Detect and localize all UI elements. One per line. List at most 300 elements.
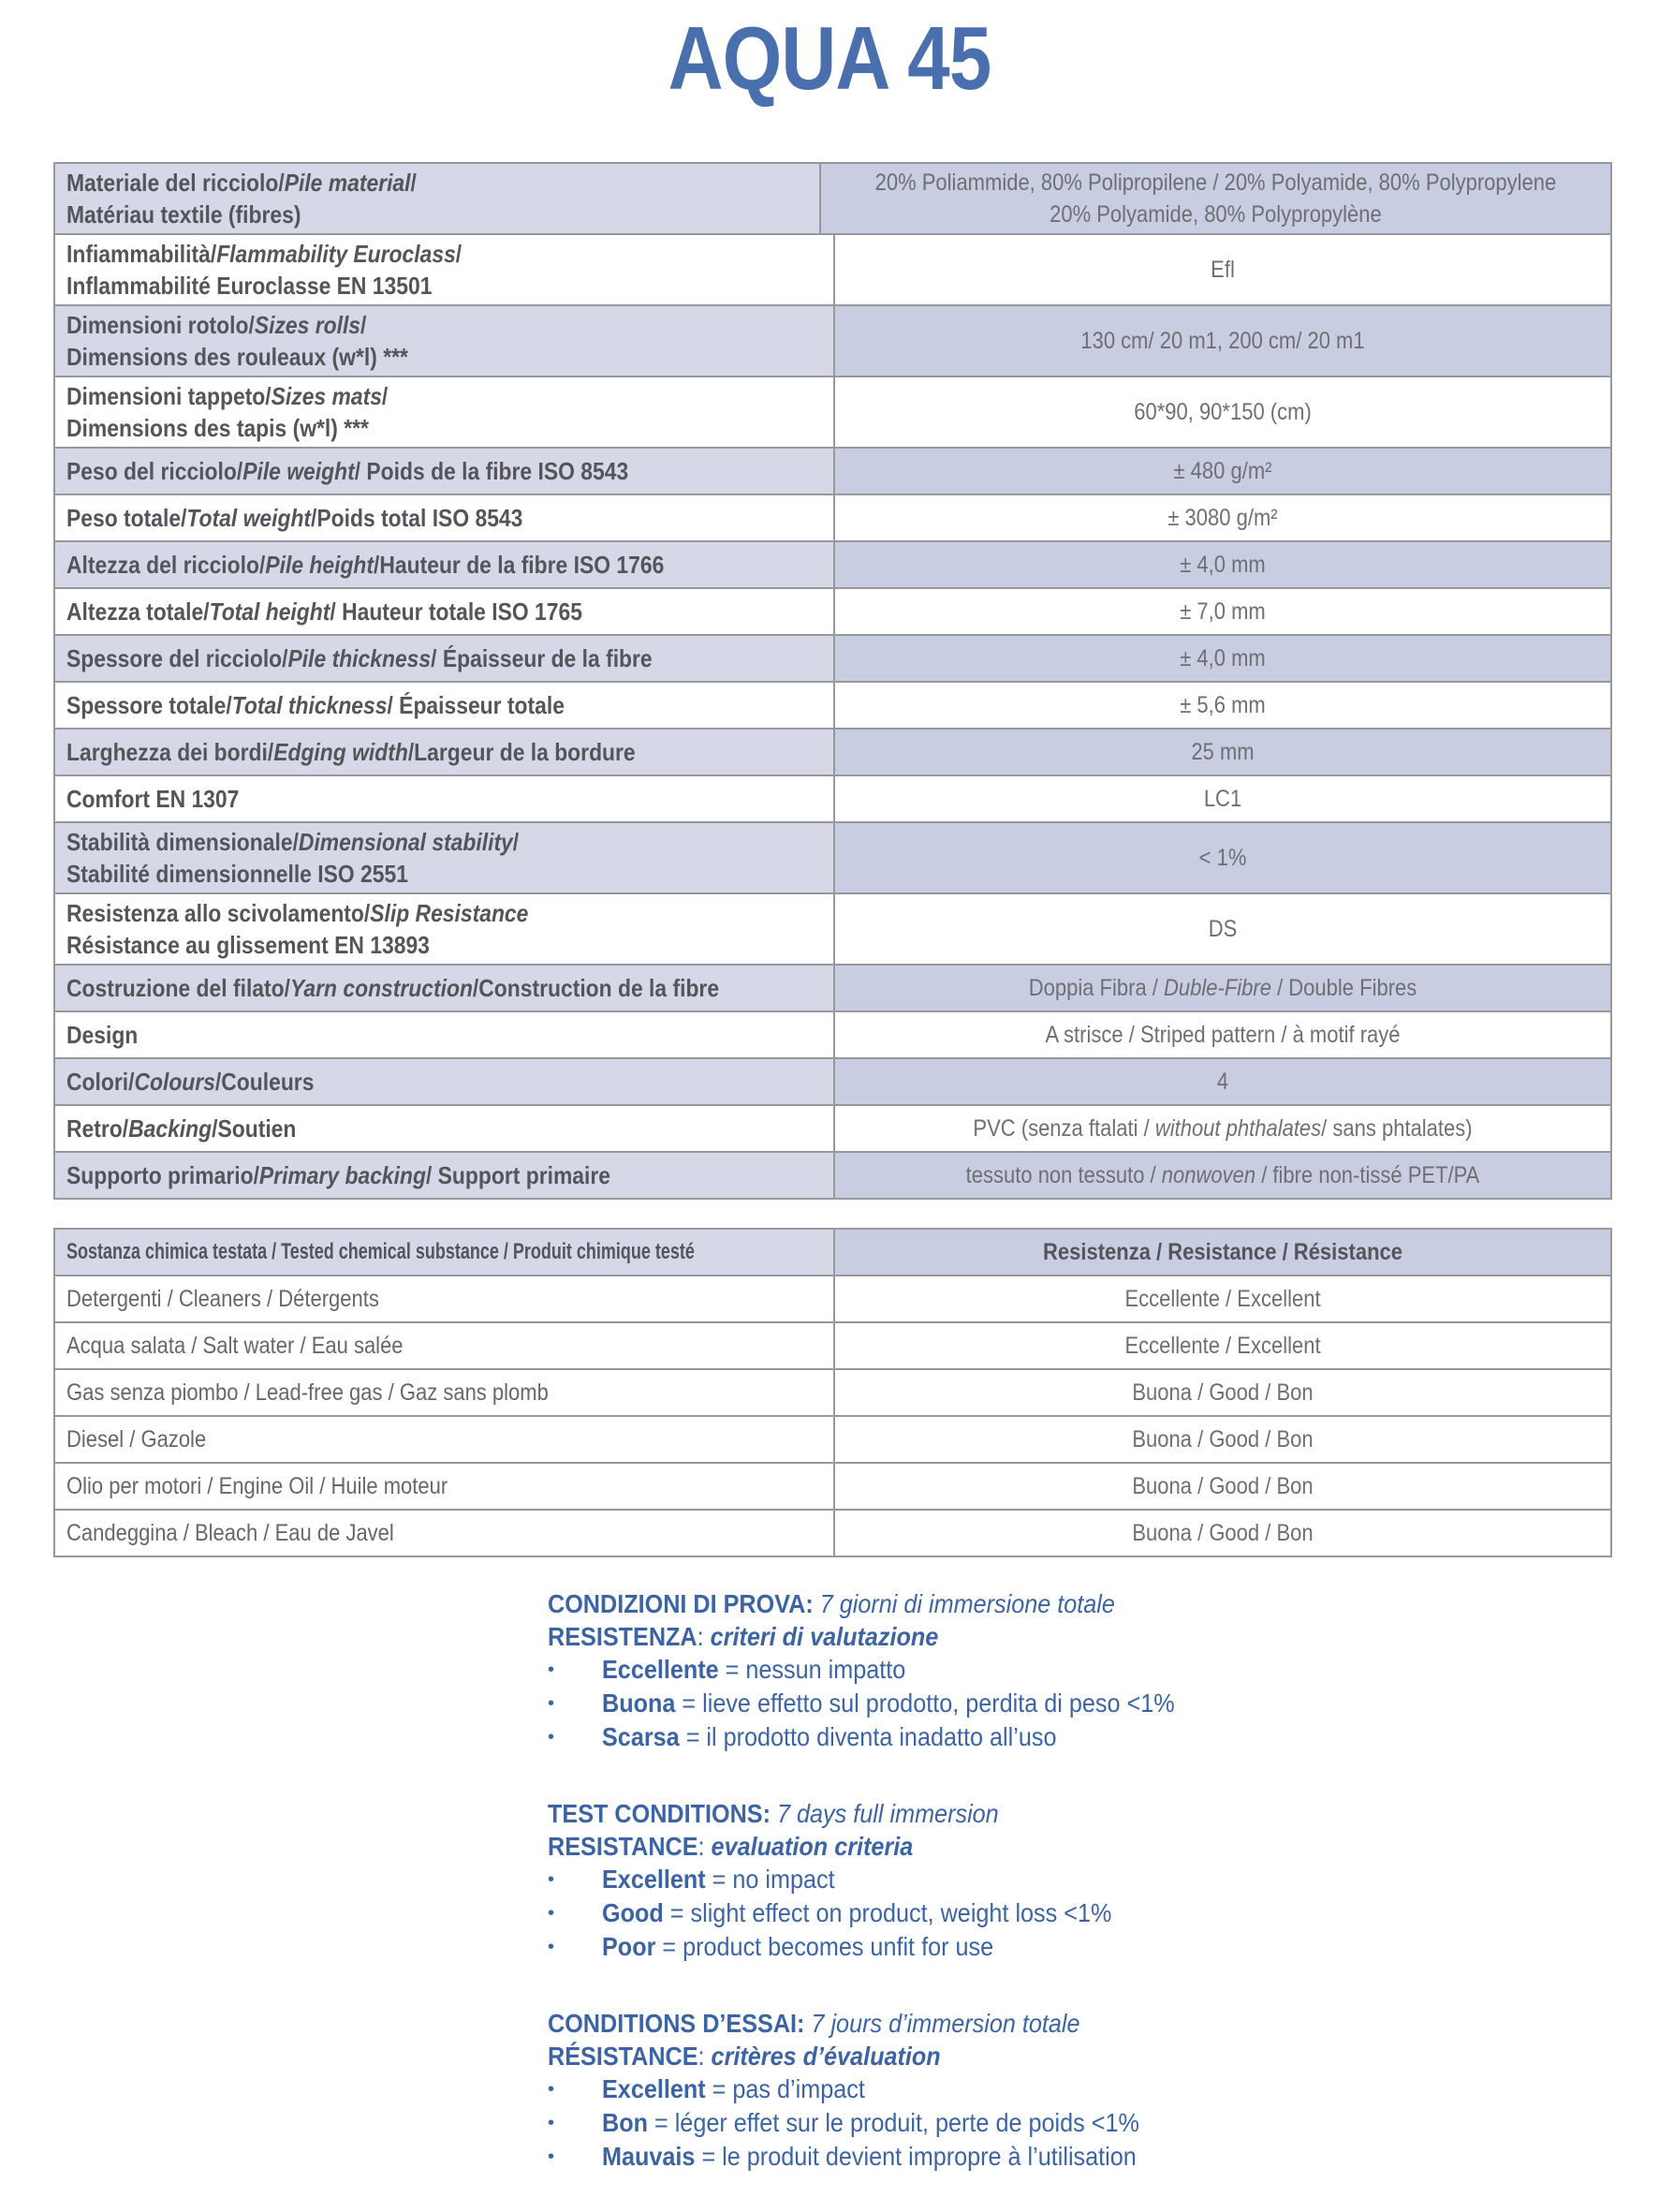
spec-row — [55, 164, 1610, 235]
text-line — [888, 1377, 1558, 1408]
spec-label-cell — [55, 164, 821, 233]
text-segment: Pile thickness — [287, 644, 432, 672]
text-segment: Acqua salata / Salt water / Eau salée — [66, 1333, 404, 1359]
text-segment: Peso totale/ — [66, 504, 187, 532]
text-segment: Resistenza / Resistance / Résistance — [1043, 1239, 1402, 1265]
text-segment: 130 cm/ 20 m1, 200 cm/ 20 m1 — [1080, 328, 1365, 354]
note-heading-line — [548, 2040, 1612, 2072]
spec-value-cell — [835, 377, 1610, 447]
text-line — [888, 1113, 1558, 1144]
text-segment: Larghezza dei bordi/ — [66, 738, 274, 766]
text-segment: Total height — [209, 597, 330, 626]
text-line — [66, 1236, 695, 1268]
note-heading-line — [548, 1620, 1612, 1653]
text-segment: ± 7,0 mm — [1180, 598, 1266, 625]
note-bullet-line — [548, 1687, 1612, 1720]
spec-label-cell — [55, 1153, 835, 1198]
text-segment: evaluation criteria — [711, 1832, 914, 1861]
text-segment: CONDITIONS D’ESSAI: — [548, 2009, 812, 2038]
spec-value-cell — [835, 235, 1610, 304]
text-segment: Poor — [602, 1932, 656, 1961]
chem-label-cell — [55, 1323, 835, 1368]
spec-value-cell — [835, 1059, 1610, 1104]
text-segment: ± 4,0 mm — [1180, 645, 1266, 671]
text-line — [66, 689, 735, 721]
text-segment: Buona — [602, 1688, 676, 1718]
note-block — [548, 1587, 1612, 1754]
spec-row — [55, 894, 1610, 966]
note-text — [602, 1863, 835, 1896]
text-segment: RESISTENZA — [548, 1622, 697, 1651]
text-segment: Duble-Fibre — [1164, 975, 1271, 1001]
chem-row — [55, 1511, 1610, 1557]
text-segment: /Construction de la fibre — [472, 974, 720, 1002]
spec-value-cell — [835, 730, 1610, 774]
spec-row — [55, 1059, 1610, 1106]
spec-value-cell — [835, 894, 1610, 964]
text-segment: / fibre non-tissé PET/PA — [1255, 1162, 1480, 1188]
text-segment: Stabilità dimensionale/ — [66, 828, 299, 856]
text-segment: = lieve effetto sul prodotto, perdita di peso <1% — [675, 1688, 1175, 1718]
text-segment: Excellent — [602, 1865, 706, 1894]
text-segment: Backing — [128, 1114, 213, 1143]
text-line — [888, 1470, 1558, 1502]
text-line — [66, 502, 735, 534]
text-segment: critères d’évaluation — [711, 2042, 941, 2071]
text-segment: Flammability Euroclass — [216, 240, 456, 268]
text-segment: / sans phtalates) — [1321, 1115, 1473, 1142]
text-line — [888, 325, 1558, 357]
text-line — [888, 1159, 1558, 1191]
text-segment: without phthalates — [1154, 1115, 1322, 1142]
text-segment: ± 480 g/m² — [1173, 458, 1272, 484]
spec-value-cell — [835, 449, 1610, 494]
chem-label-cell — [55, 1370, 835, 1415]
text-segment: 60*90, 90*150 (cm) — [1134, 399, 1312, 425]
spec-value-cell — [835, 1153, 1610, 1198]
note-bullet-line — [548, 1653, 1612, 1687]
text-segment: LC1 — [1203, 786, 1242, 812]
text-segment: Sizes rolls — [254, 311, 361, 339]
spec-value-cell — [835, 542, 1610, 587]
note-bullet-line — [548, 2072, 1612, 2106]
spec-row — [55, 823, 1610, 894]
note-text — [602, 1930, 993, 1964]
text-line — [888, 842, 1558, 874]
text-segment: Total weight — [186, 504, 312, 532]
text-line — [66, 199, 723, 230]
chem-value-cell — [835, 1417, 1610, 1462]
spec-label-cell — [55, 495, 835, 540]
text-line — [888, 1330, 1558, 1362]
text-segment: / — [360, 311, 367, 339]
text-segment: = slight effect on product, weight loss <1% — [663, 1898, 1112, 1927]
page-title: AQUA 45 — [668, 8, 991, 109]
text-segment: Slip Resistance — [370, 899, 529, 927]
text-line — [66, 238, 735, 270]
text-line — [888, 549, 1558, 581]
spec-label-cell — [55, 1106, 835, 1151]
text-line — [66, 309, 735, 341]
text-line — [66, 1159, 735, 1191]
spec-table — [53, 162, 1612, 1200]
text-segment: = nessun impatto — [718, 1655, 906, 1684]
text-segment: Dimensions des tapis (w*l) *** — [66, 414, 369, 442]
text-segment: Buona / Good / Bon — [1132, 1426, 1314, 1453]
text-segment: / — [381, 382, 389, 410]
bullet-icon: • — [548, 1659, 555, 1680]
spec-row — [55, 1012, 1610, 1059]
spec-row — [55, 495, 1610, 542]
text-segment: Infiammabilità/ — [66, 240, 217, 268]
spec-row — [55, 730, 1610, 776]
spec-value-cell — [835, 589, 1610, 634]
text-line — [875, 167, 1557, 199]
text-line — [888, 455, 1558, 487]
text-segment: Comfort EN 1307 — [66, 785, 240, 813]
text-line — [66, 412, 735, 444]
text-segment: Scarsa — [602, 1722, 680, 1751]
spec-value-cell — [835, 1106, 1610, 1151]
note-text — [548, 1620, 938, 1653]
text-line — [66, 1517, 735, 1549]
text-segment: DS — [1208, 916, 1238, 942]
note-heading-line — [548, 2007, 1612, 2040]
chem-label-cell — [55, 1276, 835, 1321]
text-segment: < 1% — [1198, 845, 1247, 871]
text-line — [888, 913, 1558, 945]
test-conditions-notes — [53, 1587, 1612, 2174]
text-segment: : — [697, 2042, 712, 2071]
text-line — [888, 642, 1558, 674]
note-text — [602, 2140, 1137, 2174]
text-line — [66, 549, 735, 581]
text-segment: nonwoven — [1161, 1162, 1256, 1188]
text-segment: A strisce / Striped pattern / à motif rayé — [1045, 1022, 1401, 1048]
text-segment: Buona / Good / Bon — [1132, 1520, 1314, 1546]
text-segment: Total thickness — [231, 691, 388, 719]
text-segment: Sizes mats — [271, 382, 382, 410]
note-text — [602, 2072, 865, 2106]
note-text — [602, 1720, 1056, 1754]
text-segment: ± 5,6 mm — [1180, 692, 1266, 718]
spec-value-cell — [835, 966, 1610, 1010]
text-line — [66, 1113, 735, 1144]
text-segment: Gas senza piombo / Lead-free gas / Gaz sans plomb — [66, 1379, 549, 1406]
text-line — [66, 736, 735, 768]
note-bullet-line — [548, 2140, 1612, 2174]
text-line — [66, 929, 735, 961]
spec-value-cell — [835, 306, 1610, 376]
text-line — [888, 972, 1558, 1004]
spec-label-cell — [55, 823, 835, 892]
spec-row — [55, 542, 1610, 589]
text-segment: ± 4,0 mm — [1180, 552, 1266, 578]
note-heading-line — [548, 1797, 1612, 1830]
text-line — [66, 858, 735, 890]
bullet-icon: • — [548, 2079, 555, 2100]
note-bullet-line — [548, 2106, 1612, 2140]
text-line — [66, 642, 735, 674]
text-segment: Yarn construction — [289, 974, 473, 1002]
text-line — [888, 1517, 1558, 1549]
spec-value-cell — [835, 683, 1610, 728]
text-segment: /Hauteur de la fibre ISO 1766 — [374, 551, 665, 579]
text-segment: Matériau textile (fibres) — [66, 200, 301, 229]
spec-row — [55, 966, 1610, 1012]
chem-value-cell — [835, 1464, 1610, 1509]
text-segment: Spessore totale/ — [66, 691, 232, 719]
text-segment: Efl — [1211, 257, 1235, 283]
spec-label-cell — [55, 235, 835, 304]
text-segment: Supporto primario/ — [66, 1161, 259, 1189]
text-segment: / — [410, 169, 417, 197]
text-segment: Resistenza allo scivolamento/ — [66, 899, 371, 927]
spec-row — [55, 589, 1610, 636]
bullet-icon: • — [548, 1693, 555, 1714]
text-segment: Buona / Good / Bon — [1132, 1379, 1314, 1406]
spec-row — [55, 306, 1610, 377]
text-line — [66, 380, 735, 412]
text-segment: Costruzione del filato/ — [66, 974, 290, 1002]
text-line — [66, 1377, 735, 1408]
text-segment: Mauvais — [602, 2142, 696, 2171]
text-segment: Pile weight — [242, 457, 355, 485]
text-line — [66, 596, 735, 627]
chem-row — [55, 1230, 1610, 1276]
text-segment: Diesel / Gazole — [66, 1426, 207, 1453]
bullet-icon: • — [548, 1937, 555, 1957]
text-segment: 4 — [1216, 1069, 1229, 1095]
text-segment: : — [697, 1622, 711, 1651]
text-segment: = no impact — [705, 1865, 835, 1894]
text-line — [875, 199, 1557, 230]
spec-label-cell — [55, 1059, 835, 1104]
text-segment: /Poids total ISO 8543 — [311, 504, 523, 532]
text-line — [888, 736, 1558, 768]
note-heading-line — [548, 1830, 1612, 1863]
note-bullet-line — [548, 1863, 1612, 1896]
note-text — [548, 2040, 941, 2072]
text-segment: Peso del ricciolo/ — [66, 457, 243, 485]
spec-label-cell — [55, 1012, 835, 1057]
chem-label-cell — [55, 1464, 835, 1509]
text-segment: Materiale del ricciolo/ — [66, 169, 285, 197]
text-segment: Colours — [134, 1068, 215, 1096]
spec-label-cell — [55, 306, 835, 376]
spec-label-cell — [55, 542, 835, 587]
text-segment: Detergenti / Cleaners / Détergents — [66, 1286, 379, 1312]
text-line — [66, 455, 735, 487]
text-line — [888, 596, 1558, 627]
text-segment: Inflammabilité Euroclasse EN 13501 — [66, 272, 433, 300]
text-segment: / Épaisseur de la fibre — [431, 644, 653, 672]
spec-value-cell — [835, 495, 1610, 540]
text-line — [66, 270, 735, 302]
note-text — [548, 1587, 1115, 1620]
text-segment: /Soutien — [212, 1114, 297, 1143]
text-segment: Dimensional stability — [298, 828, 513, 856]
spec-label-cell — [55, 636, 835, 681]
text-segment: Sostanza chimica testata / Tested chemical substance / Produit chimique testé — [66, 1239, 695, 1264]
page-content — [53, 162, 1612, 2212]
text-segment: RÉSISTANCE — [548, 2042, 698, 2071]
chem-row — [55, 1370, 1610, 1417]
text-segment: Buona / Good / Bon — [1132, 1473, 1314, 1499]
text-segment: Eccellente / Excellent — [1124, 1333, 1321, 1359]
spec-value-cell — [835, 823, 1610, 892]
text-segment: Doppia Fibra / — [1028, 975, 1165, 1001]
text-segment: 7 giorni di immersione totale — [819, 1589, 1115, 1618]
text-segment: Spessore del ricciolo/ — [66, 644, 288, 672]
text-segment: PVC (senza ftalati / — [973, 1115, 1155, 1142]
chem-row — [55, 1417, 1610, 1464]
chem-label-cell — [55, 1230, 835, 1275]
text-line — [66, 341, 735, 373]
text-line — [888, 689, 1558, 721]
text-segment: = il prodotto diventa inadatto all’uso — [679, 1722, 1057, 1751]
text-line — [66, 1330, 735, 1362]
note-text — [602, 1896, 1111, 1930]
spec-row — [55, 776, 1610, 823]
chem-value-cell — [835, 1276, 1610, 1321]
bullet-icon: • — [548, 2146, 555, 2167]
spec-row — [55, 636, 1610, 683]
text-line — [66, 897, 735, 929]
spec-row — [55, 683, 1610, 730]
spec-label-cell — [55, 449, 835, 494]
spec-value-cell — [835, 776, 1610, 821]
text-segment: Primary backing — [258, 1161, 426, 1189]
text-line — [66, 783, 735, 815]
spec-label-cell — [55, 776, 835, 821]
chem-row — [55, 1464, 1610, 1511]
spec-value-cell — [835, 636, 1610, 681]
note-text — [602, 1653, 905, 1687]
text-line — [888, 783, 1558, 815]
text-segment: Retro/ — [66, 1114, 129, 1143]
text-segment: Eccellente / Excellent — [1124, 1286, 1321, 1312]
spec-label-cell — [55, 589, 835, 634]
text-line — [888, 1423, 1558, 1455]
spec-label-cell — [55, 894, 835, 964]
text-segment: / Épaisseur totale — [387, 691, 565, 719]
text-segment: Design — [66, 1021, 139, 1049]
text-segment: Altezza totale/ — [66, 597, 210, 626]
chem-value-cell — [835, 1323, 1610, 1368]
text-line — [888, 1236, 1558, 1268]
chem-label-cell — [55, 1511, 835, 1556]
spec-row — [55, 1153, 1610, 1200]
text-line — [888, 502, 1558, 534]
spec-value-cell — [821, 164, 1610, 233]
text-segment: criteri di valutazione — [710, 1622, 939, 1651]
bullet-icon: • — [548, 1903, 555, 1924]
text-segment: = le produit devient impropre à l’utilisation — [695, 2142, 1137, 2171]
text-segment: 25 mm — [1191, 739, 1255, 765]
note-bullet-line — [548, 1930, 1612, 1964]
spec-label-cell — [55, 683, 835, 728]
text-segment: = léger effet sur le produit, perte de poids <1% — [647, 2108, 1139, 2137]
bullet-icon: • — [548, 2113, 555, 2133]
text-segment: Olio per motori / Engine Oil / Huile moteur — [66, 1473, 448, 1499]
text-segment: tessuto non tessuto / — [965, 1162, 1162, 1188]
text-segment: = pas d’impact — [705, 2074, 865, 2103]
text-line — [66, 167, 723, 199]
text-segment: Dimensioni rotolo/ — [66, 311, 255, 339]
text-segment: CONDIZIONI DI PROVA: — [548, 1589, 820, 1618]
text-segment: /Couleurs — [214, 1068, 315, 1096]
chem-label-cell — [55, 1417, 835, 1462]
note-bullet-line — [548, 1896, 1612, 1930]
text-segment: Candeggina / Bleach / Eau de Javel — [66, 1520, 394, 1546]
text-segment: 20% Poliammide, 80% Polipropilene / 20% Polyamide, 80% Polypropylene — [874, 170, 1557, 196]
text-segment: : — [697, 1832, 712, 1861]
text-line — [66, 1470, 735, 1502]
text-segment: Eccellente — [602, 1655, 719, 1684]
chem-row — [55, 1276, 1610, 1323]
spec-row — [55, 377, 1610, 449]
text-segment: 20% Polyamide, 80% Polypropylène — [1050, 201, 1382, 228]
note-text — [548, 1830, 913, 1863]
bullet-icon: • — [548, 1727, 555, 1747]
text-line — [888, 396, 1558, 428]
text-line — [66, 826, 735, 858]
text-line — [888, 254, 1558, 286]
text-segment: / — [455, 240, 462, 268]
text-line — [66, 1019, 735, 1051]
text-segment: Edging width — [273, 738, 408, 766]
text-segment: TEST CONDITIONS: — [548, 1799, 778, 1828]
note-text — [602, 2106, 1139, 2140]
chem-value-cell — [835, 1370, 1610, 1415]
text-segment: / Double Fibres — [1270, 975, 1417, 1001]
text-segment: Dimensioni tappeto/ — [66, 382, 272, 410]
text-line — [66, 972, 735, 1004]
text-segment: Bon — [602, 2108, 648, 2137]
text-line — [66, 1066, 735, 1098]
note-text — [548, 2007, 1080, 2040]
text-segment: / Support primaire — [425, 1161, 611, 1189]
chem-row — [55, 1323, 1610, 1370]
text-segment: 7 days full immersion — [777, 1799, 999, 1828]
chem-value-cell — [835, 1511, 1610, 1556]
note-block — [548, 1797, 1612, 1964]
spec-label-cell — [55, 730, 835, 774]
text-segment: / Hauteur totale ISO 1765 — [330, 597, 582, 626]
note-bullet-line — [548, 1720, 1612, 1754]
text-segment: 7 jours d’immersion totale — [811, 2009, 1080, 2038]
spec-label-cell — [55, 966, 835, 1010]
spec-label-cell — [55, 377, 835, 447]
spec-value-cell — [835, 1012, 1610, 1057]
text-segment: Pile height — [265, 551, 374, 579]
text-line — [888, 1283, 1558, 1315]
text-segment: ± 3080 g/m² — [1167, 505, 1278, 531]
text-segment: Pile material — [284, 169, 411, 197]
note-heading-line — [548, 1587, 1612, 1620]
text-segment: / — [512, 828, 520, 856]
note-text — [548, 1797, 999, 1830]
chem-value-cell — [835, 1230, 1610, 1275]
text-segment: RESISTANCE — [548, 1832, 698, 1861]
text-line — [66, 1423, 735, 1455]
text-line — [888, 1066, 1558, 1098]
text-line — [888, 1019, 1558, 1051]
spec-row — [55, 1106, 1610, 1153]
text-segment: Altezza del ricciolo/ — [66, 551, 266, 579]
spec-row — [55, 449, 1610, 495]
